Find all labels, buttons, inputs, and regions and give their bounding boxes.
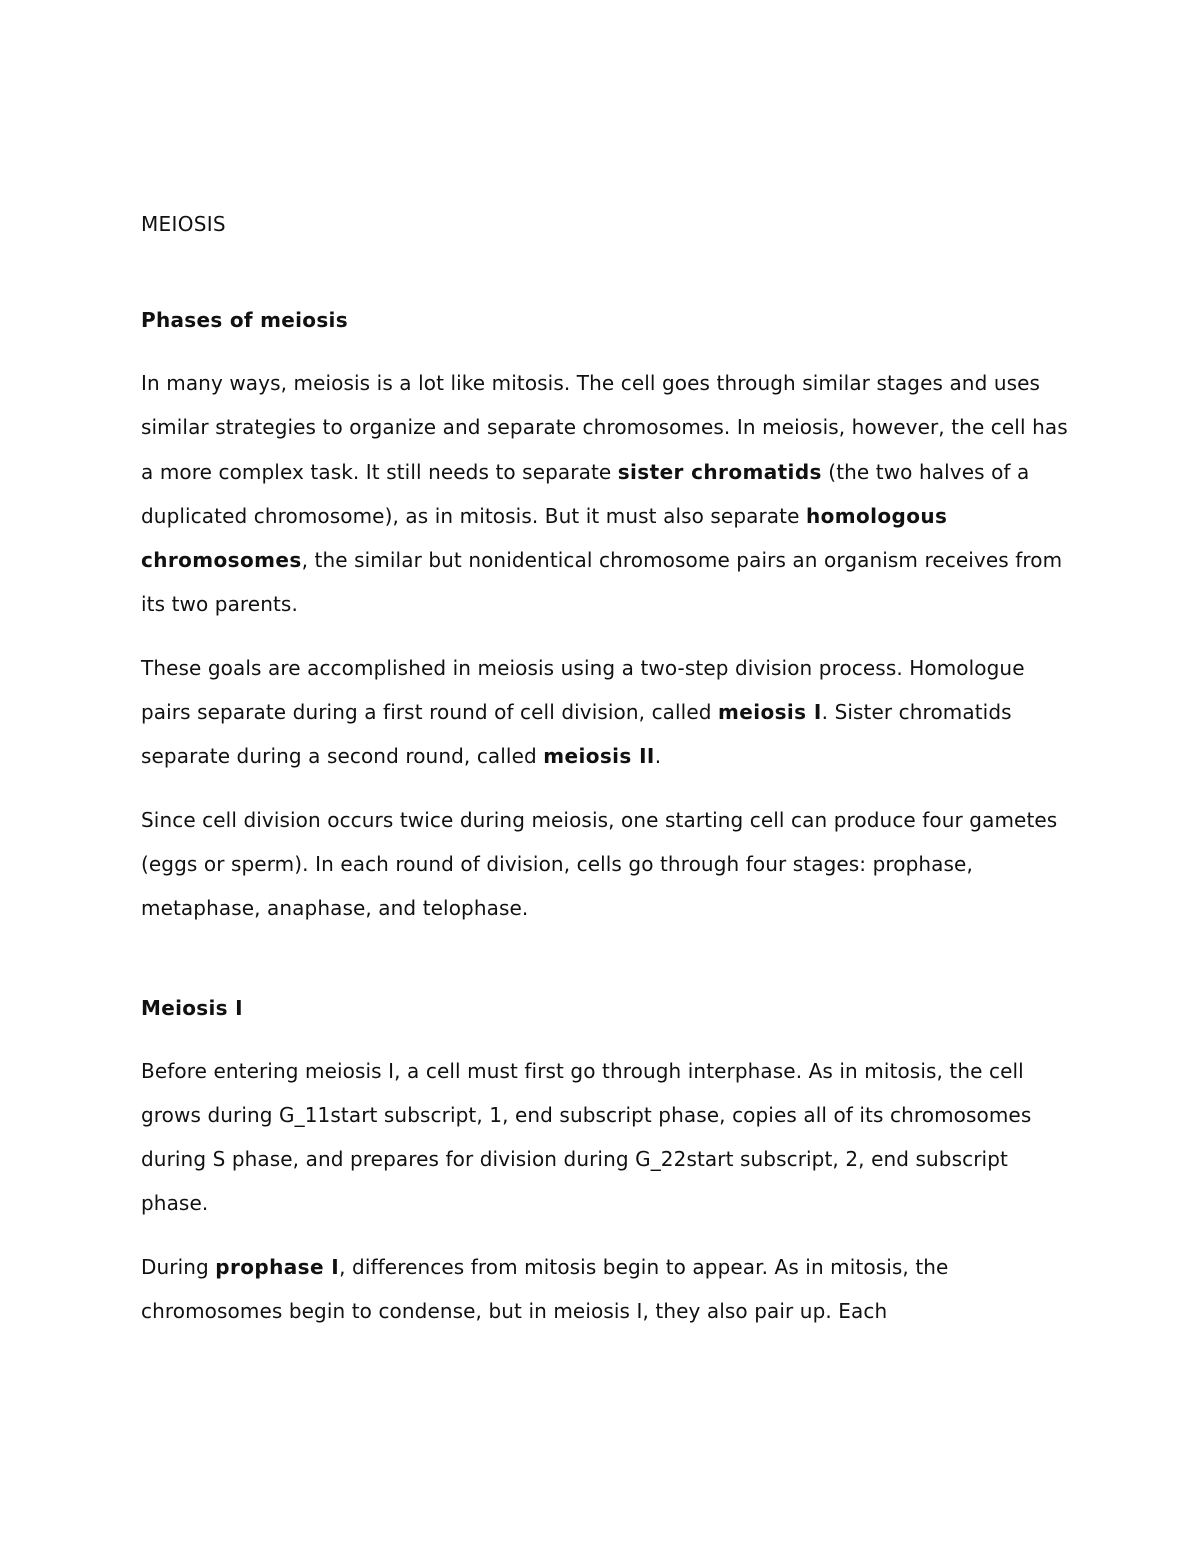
document-body (141, 206, 1071, 1333)
text-run: . Sister chromatids separate during a second round, called (141, 700, 1012, 769)
document-title: MEIOSIS (141, 212, 226, 236)
text-run: In many ways, meiosis is a lot like mitosis. The cell goes through similar stages and uses similar strategies to organize and separate chromosomes. In meiosis, however, the cell has a more complex task. It still needs to separate (141, 371, 1068, 484)
term-homologous-chromosomes: homologous chromosomes (141, 503, 948, 573)
text-run: Before entering meiosis I, a cell must first go through interphase. As in mitosis, the cell grows during G_11start subscript, 1, end subscript phase, copies all of its chromosomes during S phase, and prepares for division during G_22start subscript, 2, end subscript phase. (141, 1058, 1032, 1216)
section-heading-meiosis-i: Meiosis I (141, 995, 243, 1020)
paragraph-interphase (141, 1049, 1071, 1226)
text-run: These goals are accomplished in meiosis using a two-step division process. Homologue pairs separate during a first round of cell division, called (141, 655, 1025, 725)
text-run: . (654, 744, 662, 769)
text-run: Since cell division occurs twice during meiosis, one starting cell can produce four gametes (eggs or sperm). In each round of division, cells go through four stages: prophase, metaphase, anaphase, and telophase. (141, 807, 1058, 921)
text-run: , the similar but nonidentical chromosome pairs an organism receives from its two parents. (141, 548, 1063, 617)
paragraph-meiosis-like-mitosis (141, 361, 1071, 627)
text-run: , differences from mitosis begin to appear. As in mitosis, the chromosomes begin to condense, but in meiosis I, they also pair up. Each (141, 1254, 949, 1324)
paragraph-prophase-i (141, 1245, 1071, 1334)
term-prophase-i: prophase I (215, 1254, 340, 1279)
paragraph-four-gametes (141, 798, 1071, 931)
term-meiosis-i: meiosis I (718, 700, 822, 725)
section-heading-phases-of-meiosis: Phases of meiosis (141, 308, 348, 332)
text-run: (the two halves of a duplicated chromosome), as in mitosis. But it must also separate (141, 459, 1030, 528)
term-meiosis-ii: meiosis II (543, 744, 655, 769)
paragraph-two-step-division (141, 646, 1071, 779)
text-run: During (141, 1254, 216, 1279)
term-sister-chromatids: sister chromatids (617, 459, 822, 484)
